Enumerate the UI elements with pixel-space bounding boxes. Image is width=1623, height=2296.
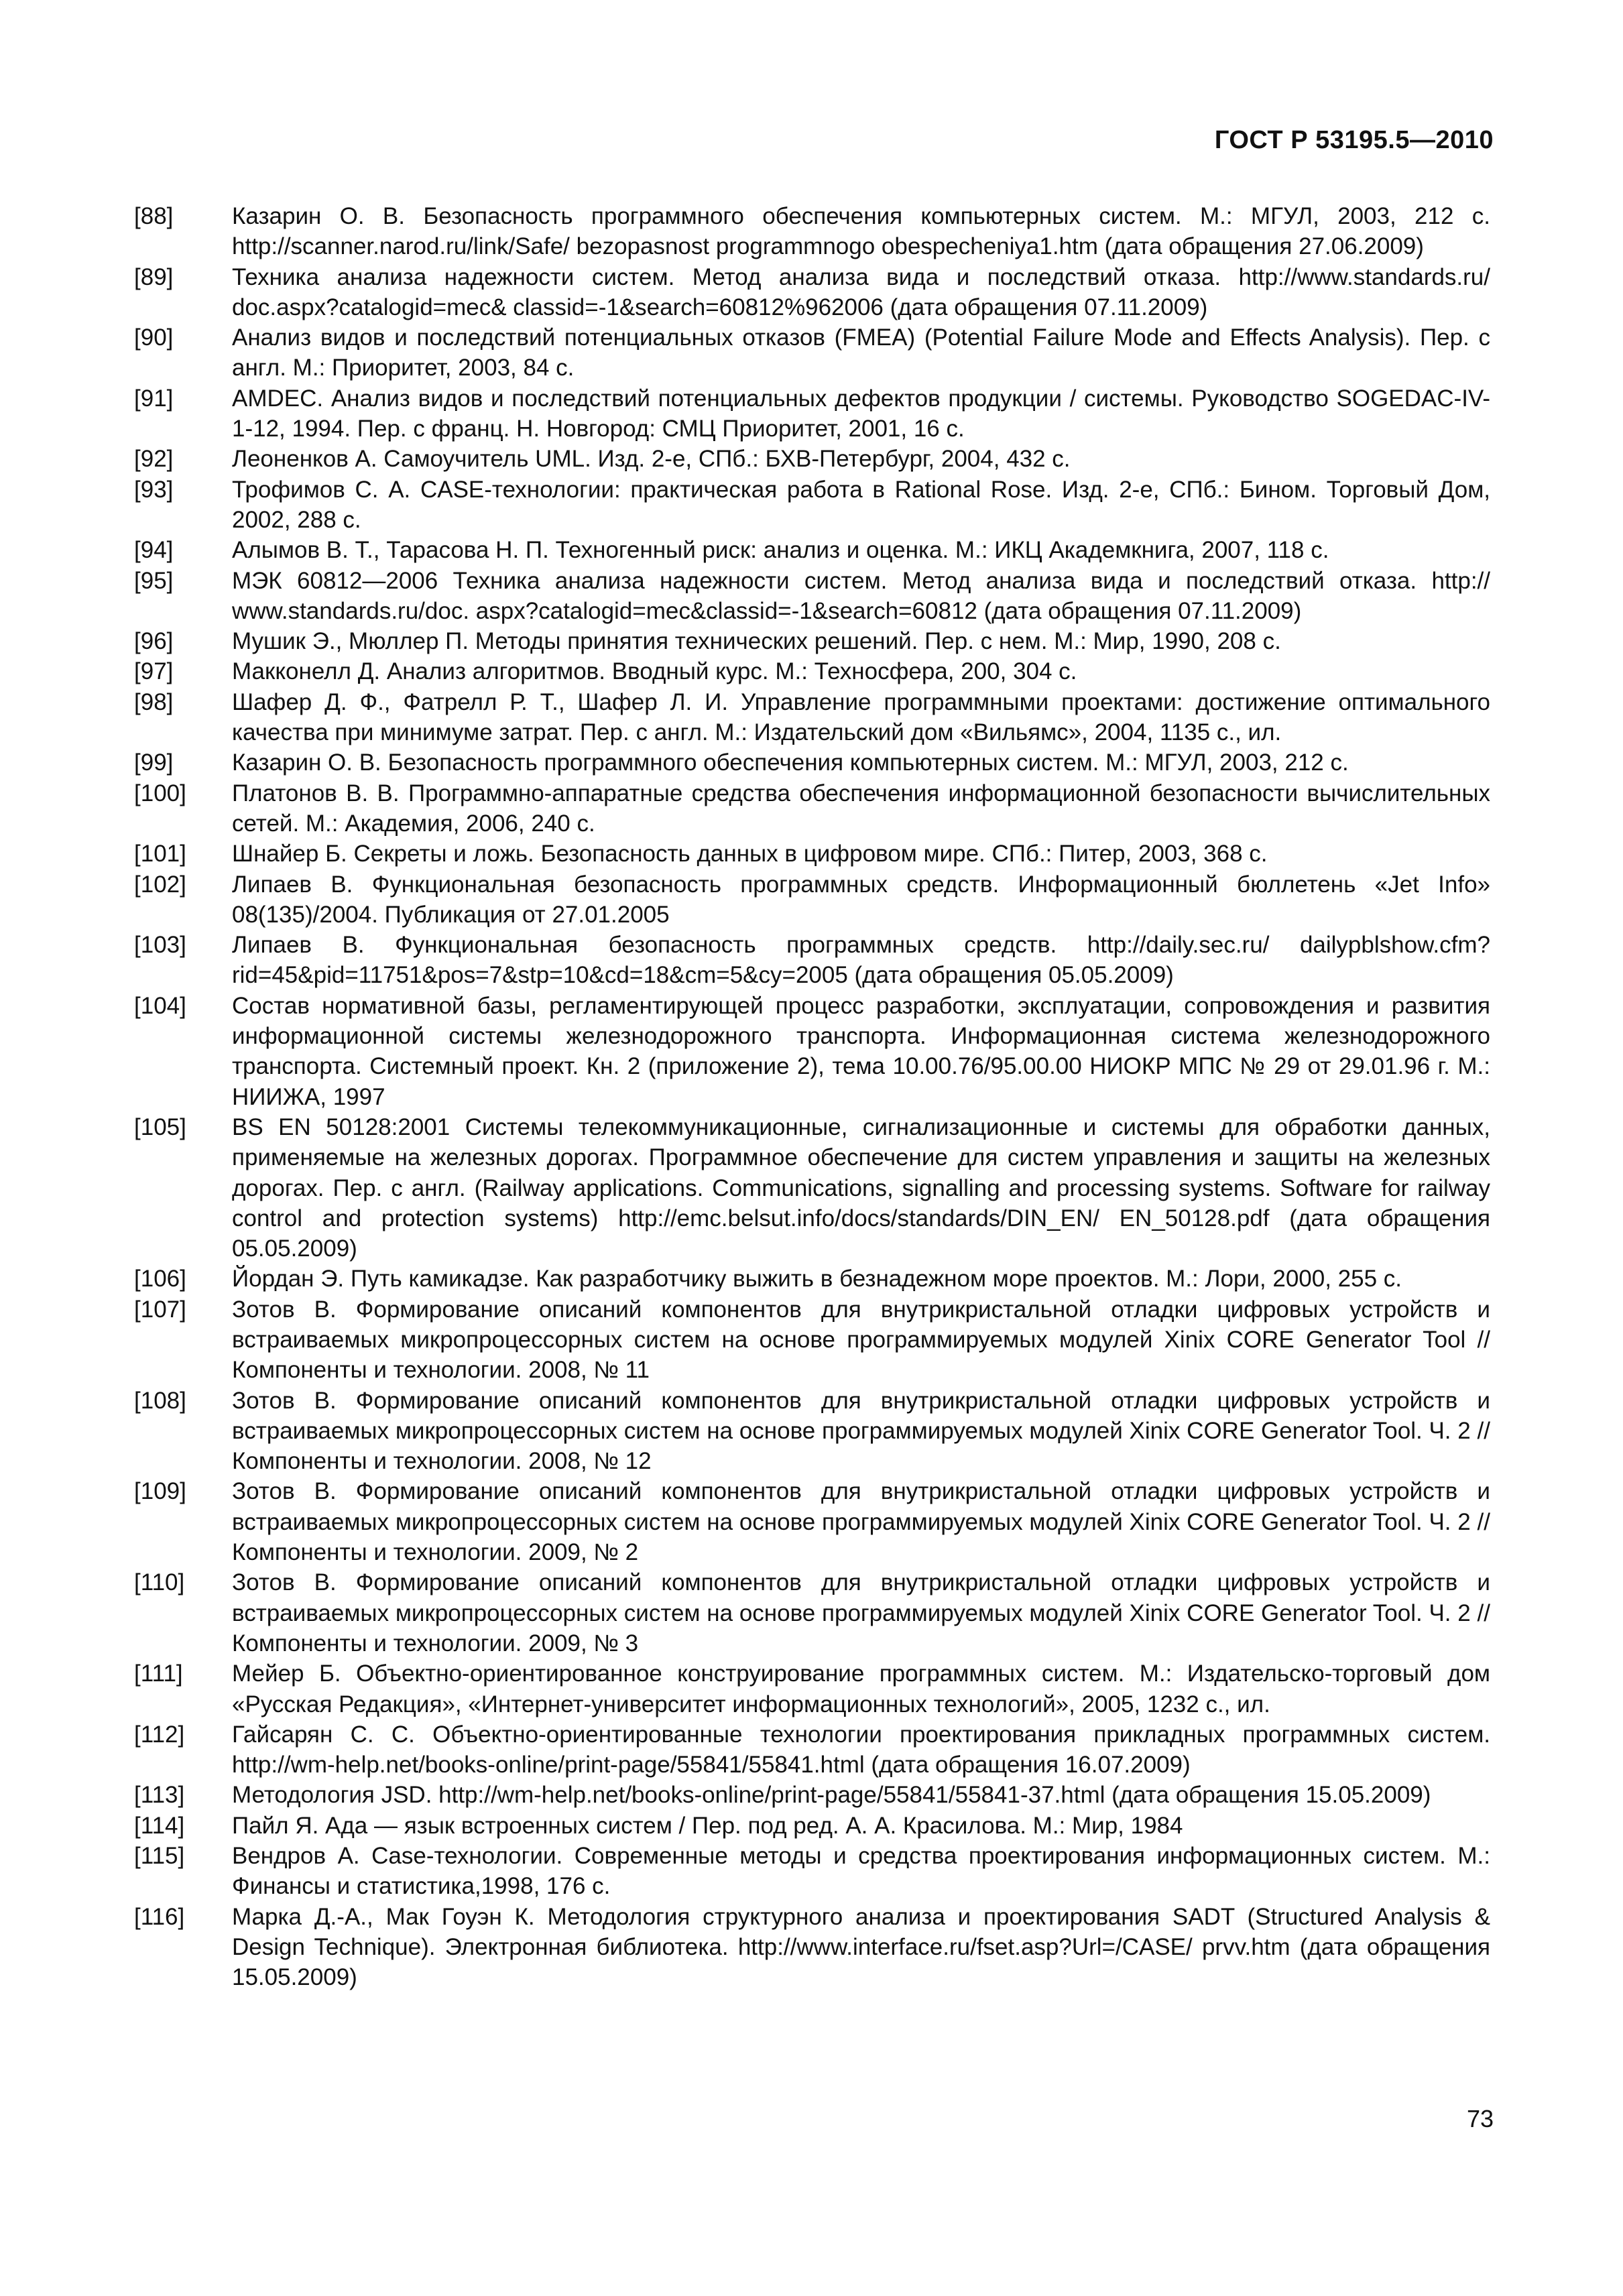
reference-number: [111] bbox=[134, 1660, 183, 1687]
reference-text: Анализ видов и последствий потенциальных отказов (FMEA) (Potential Failure Mode and Effects Analysis). Пер. с англ. М.: Приоритет, 2003, 84 с. bbox=[232, 324, 1490, 381]
reference-number: [113] bbox=[134, 1782, 185, 1809]
reference-item bbox=[134, 778, 1490, 839]
reference-number: [98] bbox=[134, 688, 174, 715]
reference-number: [105] bbox=[134, 1113, 186, 1140]
reference-text: Пайл Я. Ада — язык встроенных систем / Пер. под ред. А. А. Красилова. М.: Мир, 1984 bbox=[232, 1812, 1183, 1839]
reference-text: МЭК 60812—2006 Техника анализа надежности систем. Метод анализа вида и последствий отказа. http:// www.standards.ru/doc. aspx?catalogid=mec&classid=-1&search=60812 (дата обращения 07.11.2009) bbox=[232, 567, 1490, 624]
reference-text: Липаев В. Функциональная безопасность программных средств. Информационный бюллетень «Jet Info» 08(135)/2004. Публикация от 27.01.2005 bbox=[232, 871, 1490, 928]
reference-number: [97] bbox=[134, 658, 174, 685]
reference-item bbox=[134, 1719, 1490, 1780]
reference-number: [103] bbox=[134, 932, 186, 959]
reference-item bbox=[134, 869, 1490, 930]
reference-number: [107] bbox=[134, 1296, 186, 1323]
reference-text: Техника анализа надежности систем. Метод анализа вида и последствий отказа. http://www.standards.ru/ doc.aspx?catalogid=mec& classid=-1&search=60812%962006 (дата обращения 07.11.2009) bbox=[232, 263, 1490, 320]
reference-item bbox=[134, 747, 1490, 778]
reference-item bbox=[134, 1386, 1490, 1477]
reference-text: Йордан Э. Путь камикадзе. Как разработчику выжить в безнадежном море проектов. М.: Лори, 2000, 255 с. bbox=[232, 1266, 1402, 1292]
reference-number: [90] bbox=[134, 324, 174, 351]
reference-number: [92] bbox=[134, 446, 174, 473]
reference-text: Алымов В. Т., Тарасова Н. П. Техногенный риск: анализ и оценка. М.: ИКЦ Академкнига, 2007, 118 с. bbox=[232, 537, 1329, 564]
reference-item bbox=[134, 322, 1490, 383]
reference-number: [104] bbox=[134, 992, 186, 1019]
reference-number: [106] bbox=[134, 1266, 186, 1292]
reference-text: Зотов В. Формирование описаний компонентов для внутрикристальной отладки цифровых устройств и встраиваемых микропроцессорных систем на основе программируемых модулей Xinix CORE Generator Tool. Ч. 2 // Компоненты и технологии. 2009, № 3 bbox=[232, 1569, 1490, 1656]
reference-item bbox=[134, 566, 1490, 627]
reference-number: [99] bbox=[134, 749, 174, 776]
reference-item bbox=[134, 839, 1490, 869]
reference-number: [101] bbox=[134, 841, 186, 867]
reference-item bbox=[134, 535, 1490, 565]
reference-number: [116] bbox=[134, 1903, 185, 1930]
reference-number: [108] bbox=[134, 1387, 186, 1414]
reference-text: Шафер Д. Ф., Фатрелл Р. Т., Шафер Л. И. Управление программными проектами: достижение оптимального качества при минимуме затрат. Пер. с англ. М.: Издательский дом «Вильямс», 2004, 1135 с., ил. bbox=[232, 688, 1490, 746]
reference-text: Трофимов С. А. CASE-технологии: практическая работа в Rational Rose. Изд. 2-е, СПб.: Бином. Торговый Дом, 2002, 288 с. bbox=[232, 476, 1490, 533]
reference-number: [114] bbox=[134, 1812, 185, 1839]
reference-number: [95] bbox=[134, 567, 174, 594]
reference-item bbox=[134, 1658, 1490, 1719]
reference-text: Казарин О. В. Безопасность программного обеспечения компьютерных систем. М.: МГУЛ, 2003, 212 с. http://scanner.narod.ru/link/Safe/ bezopasnost programmnogo obespecheniya1.htm (дата обращения 27.06.2009) bbox=[232, 203, 1490, 260]
reference-number: [91] bbox=[134, 385, 174, 412]
reference-number: [109] bbox=[134, 1478, 186, 1505]
reference-text: Леоненков А. Самоучитель UML. Изд. 2-е, СПб.: БХВ-Петербург, 2004, 432 с. bbox=[232, 446, 1071, 473]
reference-item bbox=[134, 383, 1490, 444]
reference-text: Методология JSD. http://wm-help.net/books-online/print-page/55841/55841-37.html (дата обращения 15.05.2009) bbox=[232, 1782, 1431, 1809]
reference-number: [112] bbox=[134, 1721, 185, 1748]
reference-text: BS EN 50128:2001 Системы телекоммуникационные, сигнализационные и системы для обработки данных, применяемые на железных дорогах. Программное обеспечение для систем управления и защиты на железных дорогах. Пер. с англ. (Railway applications. Communications, signalling and processing systems. Software for railway control and protection systems) http://emc.belsut.info/docs/standards/DIN_EN/ EN_50128.pdf (дата обращения 05.05.2009) bbox=[232, 1113, 1490, 1262]
reference-text: Марка Д.-А., Мак Гоуэн К. Методология структурного анализа и проектирования SADT (Structured Analysis & Design Technique). Электронная библиотека. http://www.interface.ru/fset.asp?Url=/CASE/ prvv.htm (дата обращения 15.05.2009) bbox=[232, 1903, 1490, 1991]
reference-item bbox=[134, 930, 1490, 991]
reference-text: Вендров А. Case-технологии. Современные методы и средства проектирования информационных систем. М.: Финансы и статистика,1998, 176 с. bbox=[232, 1843, 1490, 1900]
reference-number: [88] bbox=[134, 203, 174, 229]
reference-item bbox=[134, 1811, 1490, 1841]
reference-item bbox=[134, 1476, 1490, 1567]
reference-item bbox=[134, 1567, 1490, 1658]
reference-number: [94] bbox=[134, 537, 174, 564]
reference-text: Платонов В. В. Программно-аппаратные средства обеспечения информационной безопасности вычислительных сетей. М.: Академия, 2006, 240 с. bbox=[232, 780, 1490, 837]
reference-number: [102] bbox=[134, 871, 186, 898]
reference-item bbox=[134, 1294, 1490, 1386]
document-code-header: ГОСТ Р 53195.5—2010 bbox=[1214, 126, 1494, 154]
reference-text: Казарин О. В. Безопасность программного обеспечения компьютерных систем. М.: МГУЛ, 2003, 212 с. bbox=[232, 749, 1349, 776]
reference-number: [89] bbox=[134, 263, 174, 290]
reference-text: Мейер Б. Объектно-ориентированное конструирование программных систем. М.: Издательско-торговый дом «Русская Редакция», «Интернет-университет информационных технологий», 2005, 1232 с., ил. bbox=[232, 1660, 1490, 1717]
reference-item bbox=[134, 201, 1490, 262]
reference-item bbox=[134, 1112, 1490, 1264]
reference-item bbox=[134, 262, 1490, 323]
reference-text: Состав нормативной базы, регламентирующей процесс разработки, эксплуатации, сопровождения и развития информационной системы железнодорожного транспорта. Информационная система железнодорожного транспорта. Системный проект. Кн. 2 (приложение 2), тема 10.00.76/95.00.00 НИОКР МПС № 29 от 29.01.96 г. М.: НИИЖА, 1997 bbox=[232, 992, 1490, 1110]
reference-text: Гайсарян С. С. Объектно-ориентированные технологии проектирования прикладных программных систем. http://wm-help.net/books-online/print-page/55841/55841.html (дата обращения 16.07.2009) bbox=[232, 1721, 1490, 1778]
reference-text: Зотов В. Формирование описаний компонентов для внутрикристальной отладки цифровых устройств и встраиваемых микропроцессорных систем на основе программируемых модулей Xinix CORE Generator Tool // Компоненты и технологии. 2008, № 11 bbox=[232, 1296, 1490, 1384]
reference-number: [93] bbox=[134, 476, 174, 503]
reference-item bbox=[134, 1264, 1490, 1294]
reference-text: Зотов В. Формирование описаний компонентов для внутрикристальной отладки цифровых устройств и встраиваемых микропроцессорных систем на основе программируемых модулей Xinix CORE Generator Tool. Ч. 2 // Компоненты и технологии. 2008, № 12 bbox=[232, 1387, 1490, 1475]
reference-item bbox=[134, 656, 1490, 686]
reference-item bbox=[134, 444, 1490, 474]
reference-text: Шнайер Б. Секреты и ложь. Безопасность данных в цифровом мире. СПб.: Питер, 2003, 368 с. bbox=[232, 841, 1268, 867]
reference-list bbox=[134, 201, 1490, 1993]
reference-text: Липаев В. Функциональная безопасность программных средств. http://daily.sec.ru/ dailypblshow.cfm?rid=45&pid=11751&pos=7&stp=10&cd=18&cm=5&cy=2005 (дата обращения 05.05.2009) bbox=[232, 932, 1490, 989]
reference-item bbox=[134, 1780, 1490, 1810]
reference-text: Мушик Э., Мюллер П. Методы принятия технических решений. Пер. с нем. М.: Мир, 1990, 208 с. bbox=[232, 628, 1281, 655]
page-number: 73 bbox=[1466, 2105, 1494, 2132]
reference-item bbox=[134, 626, 1490, 656]
reference-number: [96] bbox=[134, 628, 174, 655]
reference-item bbox=[134, 475, 1490, 536]
reference-item bbox=[134, 1902, 1490, 1993]
reference-item bbox=[134, 687, 1490, 748]
reference-text: Зотов В. Формирование описаний компонентов для внутрикристальной отладки цифровых устройств и встраиваемых микропроцессорных систем на основе программируемых модулей Xinix CORE Generator Tool. Ч. 2 // Компоненты и технологии. 2009, № 2 bbox=[232, 1478, 1490, 1566]
reference-text: Макконелл Д. Анализ алгоритмов. Вводный курс. М.: Техносфера, 200, 304 с. bbox=[232, 658, 1077, 685]
reference-number: [115] bbox=[134, 1843, 185, 1870]
reference-number: [100] bbox=[134, 780, 186, 806]
reference-item bbox=[134, 1841, 1490, 1902]
reference-number: [110] bbox=[134, 1569, 185, 1596]
reference-item bbox=[134, 991, 1490, 1112]
reference-text: AMDEC. Анализ видов и последствий потенциальных дефектов продукции / системы. Руководство SOGEDAC-IV-1-12, 1994. Пер. с франц. Н. Новгород: СМЦ Приоритет, 2001, 16 с. bbox=[232, 385, 1490, 442]
